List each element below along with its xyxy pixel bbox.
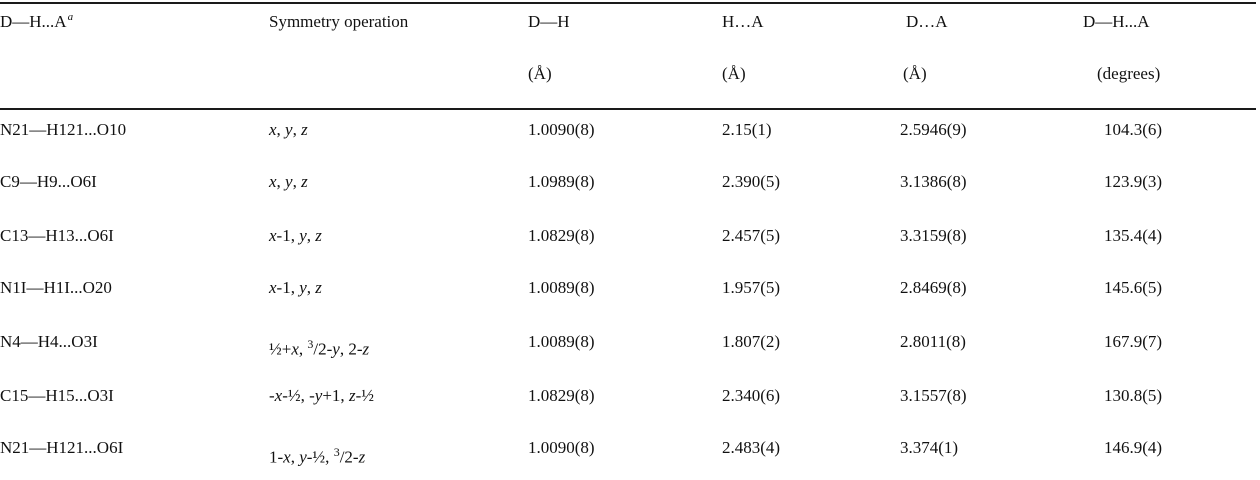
row6-bond: C15—H15...O3I — [0, 386, 114, 405]
row7-ha: 2.483(4) — [722, 438, 781, 457]
row2-ha: 2.390(5) — [722, 172, 781, 191]
row5-ha: 1.807(2) — [722, 332, 781, 351]
row5-symmetry: ½+x, $^3$/2-y, 2-z — [269, 337, 370, 359]
row4-ha: 1.957(5) — [722, 278, 781, 297]
header-da: D…A — [906, 12, 948, 31]
footnote-marker: a — [67, 11, 74, 24]
row3-dh: 1.0829(8) — [528, 226, 595, 245]
row4-bond: N1I—H1I...O20 — [0, 278, 112, 297]
header-dh: D—H — [528, 12, 570, 31]
row1-dh: 1.0090(8) — [528, 120, 595, 139]
header-ha-unit: (Å) — [722, 64, 746, 83]
row3-bond: C13—H13...O6I — [0, 226, 114, 245]
row4-symmetry: x-1, y, z — [269, 278, 322, 297]
row7-symmetry: 1-x, y-½, $^3$/2-z — [269, 445, 366, 467]
row5-bond: N4—H4...O3I — [0, 332, 98, 351]
row4-dh: 1.0089(8) — [528, 278, 595, 297]
row4-da: 2.8469(8) — [900, 278, 967, 297]
header-angle: D—H...A — [1083, 12, 1150, 31]
row1-ha: 2.15(1) — [722, 120, 772, 139]
row3-ha: 2.457(5) — [722, 226, 781, 245]
row5-dh: 1.0089(8) — [528, 332, 595, 351]
row7-bond: N21—H121...O6I — [0, 438, 124, 457]
row7-da: 3.374(1) — [900, 438, 959, 457]
row2-symmetry: x, y, z — [269, 172, 308, 191]
row2-dh: 1.0989(8) — [528, 172, 595, 191]
header-da-unit: (Å) — [903, 64, 927, 83]
row5-da: 2.8011(8) — [900, 332, 966, 351]
header-bond — [0, 12, 73, 32]
row1-bond: N21—H121...O10 — [0, 120, 127, 139]
header-dh-unit: (Å) — [528, 64, 552, 83]
table-top-rule — [0, 2, 1256, 4]
row3-symmetry: x-1, y, z — [269, 226, 322, 245]
row6-ha: 2.340(6) — [722, 386, 781, 405]
row6-dh: 1.0829(8) — [528, 386, 595, 405]
row1-da: 2.5946(9) — [900, 120, 967, 139]
row2-bond: C9—H9...O6I — [0, 172, 97, 191]
row6-da: 3.1557(8) — [900, 386, 967, 405]
row3-da: 3.3159(8) — [900, 226, 967, 245]
row1-symmetry: x, y, z — [269, 120, 308, 139]
row6-angle: 130.8(5) — [1104, 386, 1163, 405]
header-bond-label: D—H...A — [0, 12, 67, 31]
header-symmetry: Symmetry operation — [269, 12, 409, 31]
row2-da: 3.1386(8) — [900, 172, 967, 191]
row3-angle: 135.4(4) — [1104, 226, 1163, 245]
row2-angle: 123.9(3) — [1104, 172, 1163, 191]
row4-angle: 145.6(5) — [1104, 278, 1163, 297]
row7-dh: 1.0090(8) — [528, 438, 595, 457]
row5-angle: 167.9(7) — [1104, 332, 1163, 351]
row6-symmetry: -x-½, -y+1, z-½ — [269, 386, 374, 405]
row1-angle: 104.3(6) — [1104, 120, 1163, 139]
header-ha: H…A — [722, 12, 764, 31]
row7-angle: 146.9(4) — [1104, 438, 1163, 457]
header-angle-unit: (degrees) — [1097, 64, 1161, 83]
table-header-rule — [0, 108, 1256, 110]
